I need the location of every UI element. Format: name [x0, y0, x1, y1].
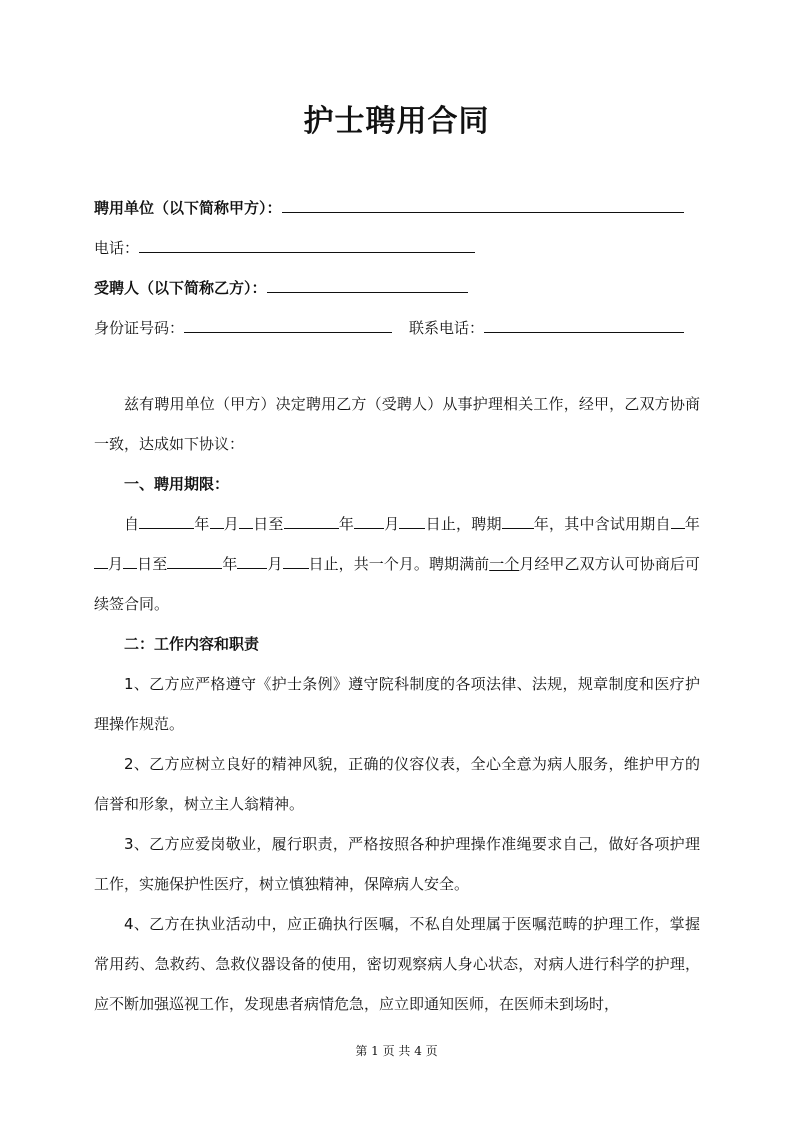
section2-item-3: 3、乙方应爱岗敬业，履行职责，严格按照各种护理操作准绳要求自己，做好各项护理工作，实施保护性医疗，树立慎独精神，保障病人安全。: [94, 835, 700, 893]
employer-label: 聘用单位（以下简称甲方）：: [94, 199, 282, 217]
employer-row: [94, 196, 684, 218]
employee-row: [94, 276, 468, 298]
employee-blank[interactable]: [267, 276, 468, 293]
section1-heading: 一、聘用期限：: [124, 475, 230, 493]
section2-item-4: 4、乙方在执业活动中，应正确执行医嘱，不私自处理属于医嘱范畴的护理工作，掌握常用药、急救药、急救仪器设备的使用，密切观察病人身心状态，对病人进行科学的护理，应不断加强巡视工作，发现患者病情危急，应立即通知医师，在医师未到场时，: [94, 915, 700, 1013]
section2-item-1: 1、乙方应严格遵守《护士条例》遵守院科制度的各项法律、法规，规章制度和医疗护理操作规范。: [94, 675, 700, 733]
contact-blank[interactable]: [484, 316, 684, 333]
section2-item-2: 2、乙方应树立良好的精神风貌，正确的仪容仪表，全心全意为病人服务，维护甲方的信誉和形象，树立主人翁精神。: [94, 755, 700, 813]
employer-blank[interactable]: [282, 196, 684, 213]
phone-label: 电话：: [94, 239, 140, 257]
phone-blank[interactable]: [139, 236, 475, 253]
intro-paragraph: 兹有聘用单位（甲方）决定聘用乙方（受聘人）从事护理相关工作，经甲，乙双方协商一致，达成如下协议：: [94, 395, 700, 453]
document-title: 护士聘用合同: [303, 104, 490, 139]
section2-heading: 二：工作内容和职责: [124, 635, 260, 653]
section1-paragraph: 自 年 月 日至 年 月 日止，聘期 年，其中含试用期自 年月 日至 年 月 日止，共一个月。聘期满前一个月经甲乙双方认可协商后可续签合同。: [94, 504, 700, 624]
employee-label: 受聘人（以下简称乙方）：: [94, 279, 267, 297]
id-label: 身份证号码：: [94, 319, 185, 337]
page-footer: 第 1 页 共 4 页: [355, 1044, 438, 1058]
contact-label: 联系电话：: [409, 319, 485, 337]
phone-row: [94, 236, 475, 258]
id-blank[interactable]: [184, 316, 392, 333]
id-row: [94, 316, 684, 338]
